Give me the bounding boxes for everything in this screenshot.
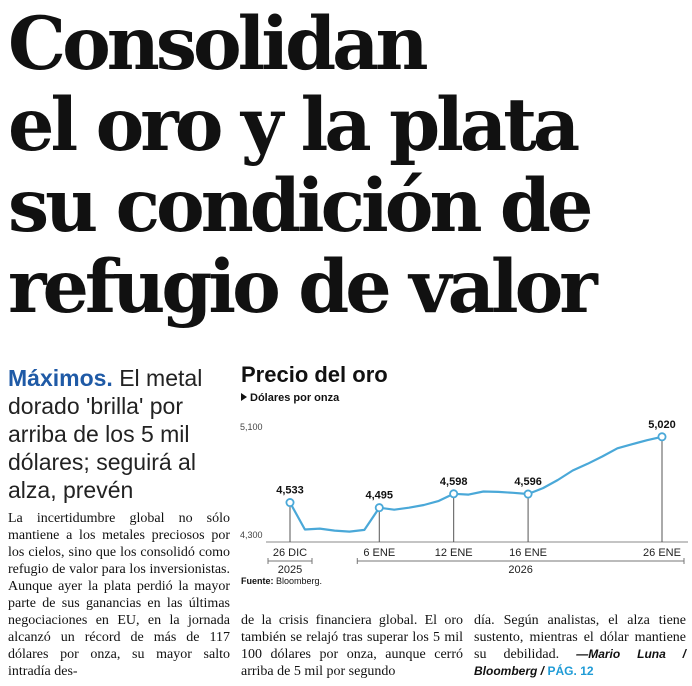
data-label: 4,495 — [365, 489, 394, 502]
article-column-3-text: día. Según analistas, el alza tiene sustento, mientras el dólar mantiene su debilidad. — [474, 613, 686, 662]
chart-unit-label: Dólares por onza — [250, 392, 340, 404]
chart-title: Precio del oro — [241, 362, 388, 387]
byline: —Mario Luna / Bloomberg / — [474, 647, 687, 678]
headline-line-2: el oro y la plata — [8, 82, 577, 168]
series-line — [290, 437, 662, 532]
y-tick-label: 5,100 — [240, 422, 263, 432]
source-label: Fuente: — [241, 576, 274, 586]
headline-line-1: Consolidan — [8, 1, 425, 87]
headline — [8, 1, 688, 330]
chart-source — [241, 576, 322, 586]
page-reference[interactable]: PÁG. 12 — [547, 664, 594, 678]
data-point — [376, 504, 383, 511]
x-tick-label: 26 DIC — [272, 547, 308, 559]
lead-kicker: Máximos. — [8, 365, 113, 391]
article-column-3 — [474, 612, 686, 680]
data-point — [524, 490, 531, 497]
data-point — [450, 490, 457, 497]
lead-summary — [8, 364, 230, 504]
x-tick-label: 26 ENE — [643, 547, 681, 559]
x-tick-label: 12 ENE — [434, 547, 473, 559]
year-label: 2025 — [277, 564, 303, 576]
x-tick-label: 16 ENE — [509, 547, 548, 559]
data-label: 4,598 — [439, 475, 468, 488]
headline-line-4: refugio de valor — [8, 244, 594, 330]
source-text: Bloomberg. — [276, 576, 323, 586]
y-tick-label: 4,300 — [240, 530, 263, 540]
data-point — [286, 499, 293, 506]
article-column-2: de la crisis financiera global. El oro también se relajó tras superar los 5 mil 100 dólares por onza, aunque cerró arriba de 5 mil por segundo — [241, 613, 463, 679]
data-point — [658, 433, 665, 440]
data-label: 4,533 — [276, 484, 304, 497]
x-tick-label: 6 ENE — [363, 547, 396, 559]
data-label: 4,596 — [514, 476, 542, 489]
lead-text: El metal dorado 'brilla' por arriba de los 5 mil dólares; seguirá al alza, prevén — [8, 365, 203, 503]
headline-line-3: su condición de — [8, 163, 590, 249]
gold-price-chart — [236, 400, 688, 576]
data-label: 5,020 — [648, 418, 676, 431]
year-label: 2026 — [508, 564, 533, 576]
article-column-1: La incertidumbre global no sólo mantiene a los metales preciosos por los cielos, sino que los consolidó como refugio de valor para los inversionistas. Aunque ayer la plata perdió la mayor parte de sus ganancias en las últimas negociaciones en EU, en la jornada alcanzó un récord de más de 117 dólares por onza, su mayor salto intradía des- — [8, 511, 230, 679]
